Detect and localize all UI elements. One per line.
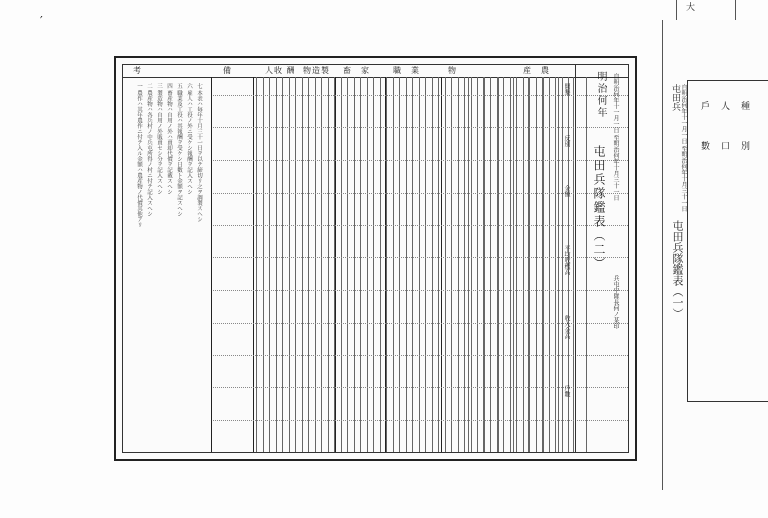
row-rule — [213, 290, 628, 291]
row-rule — [213, 420, 628, 421]
column-rule — [302, 77, 303, 452]
column-rule — [555, 77, 556, 452]
right-page-title: 屯田兵隊鑑表（一） — [671, 220, 684, 319]
column-rule — [289, 77, 290, 452]
header-income: 人收 酬 — [265, 66, 296, 75]
row-rule — [213, 95, 628, 96]
column-rule — [536, 77, 537, 452]
row-rule — [213, 127, 628, 128]
column-rule — [282, 77, 283, 452]
note-5: 五 職業及工役ハ其報酬ヲ受ケシ日數ト金額ヲ記スヘシ — [176, 83, 182, 217]
column-rule — [211, 77, 212, 452]
column-rule — [451, 77, 452, 452]
column-rule — [543, 77, 544, 452]
right-page-table — [687, 80, 768, 402]
note-1: 一 農作ハ其年農作ニ付テ入ル金額ハ農産物ノ代價其他アリ — [136, 83, 142, 228]
note-3: 三 製造物ハ自用ノ外販賣セシ分ヲ記入スヘシ — [156, 83, 162, 195]
row-rule — [213, 355, 628, 356]
column-rule — [399, 77, 400, 452]
column-rule — [367, 77, 368, 452]
note-7: 七 本表ハ毎年十月三十一日ヲ以テ締切リ之ヲ調製スヘシ — [196, 83, 202, 223]
column-rule — [542, 77, 543, 452]
column-rule — [484, 77, 485, 452]
rp-label-6: 別 — [739, 141, 749, 150]
column-rule — [471, 77, 472, 452]
column-rule — [523, 77, 524, 452]
ledger-sheet — [114, 56, 637, 461]
column-rule — [412, 77, 413, 452]
header-remarks: 考 — [133, 66, 142, 75]
row-rule — [213, 225, 628, 226]
column-rule — [315, 77, 316, 452]
rp-label-5: 種 — [739, 101, 749, 110]
right-page-line2: 自明治何年十一月一日 至明治何年十月三十一日 — [680, 84, 687, 212]
ledger-grid — [122, 64, 629, 453]
column-rule — [360, 77, 361, 452]
column-rule — [386, 77, 387, 452]
title-column — [575, 65, 628, 452]
column-rule — [335, 77, 336, 452]
header-occupation: 職 業 — [393, 66, 420, 75]
header-band — [123, 65, 628, 78]
date-range: 自明治何年十一月一日 至明治何年十月三十一日 — [612, 73, 619, 201]
column-rule — [354, 77, 355, 452]
column-rule — [513, 77, 514, 452]
top-tab-label: 大 — [684, 2, 694, 11]
column-rule — [432, 77, 433, 452]
column-rule — [256, 77, 257, 452]
column-rule — [380, 77, 381, 452]
column-rule — [406, 77, 407, 452]
note-2: 二 農産物ハ各兵村ノ中兵屯所得ノ村ニ付テ記入スヘシ — [146, 83, 152, 217]
column-rule — [295, 77, 296, 452]
column-rule — [269, 77, 270, 452]
column-rule — [573, 77, 574, 452]
header-goods: 物 — [448, 66, 457, 75]
column-rule — [497, 77, 498, 452]
row-rule — [213, 160, 628, 161]
row-label-5: 收入金高 — [563, 315, 570, 339]
note-4: 四 畜産物ハ自用ノ外ハ賣却代價ヲ記載スヘシ — [166, 83, 172, 195]
header-agriculture: 産 農 — [523, 66, 550, 75]
header-livestock: 畜 家 — [343, 66, 370, 75]
column-rule — [334, 77, 335, 452]
column-rule — [503, 77, 504, 452]
row-label-1: 開墾 — [563, 83, 570, 95]
date-line: 明治何年 — [595, 71, 606, 119]
column-rule — [498, 77, 499, 452]
column-rule — [425, 77, 426, 452]
column-rule — [529, 77, 530, 452]
column-rule — [341, 77, 342, 452]
right-page-line1: 屯田兵 — [670, 84, 680, 111]
column-rule — [516, 77, 517, 452]
column-rule — [373, 77, 374, 452]
corner-mark: ′ — [40, 14, 43, 28]
column-rule — [419, 77, 420, 452]
column-rule — [477, 77, 478, 452]
column-rule — [263, 77, 264, 452]
rp-label-2: 數 — [699, 141, 709, 150]
unit-line: 兵屯中隊長何ノ某印 — [612, 275, 619, 329]
column-rule — [558, 77, 559, 452]
row-label-2: 反別 — [563, 135, 570, 147]
column-rule — [308, 77, 309, 452]
note-6: 六 雇人ハ工役ノ外ニ受ケシ報酬ヲ記入スヘシ — [186, 83, 192, 195]
row-label-3: 金額 — [563, 185, 570, 197]
rp-label-3: 人 — [719, 101, 729, 110]
column-rule — [438, 77, 439, 452]
column-rule — [253, 77, 254, 452]
rp-label-1: 戶 — [699, 101, 709, 110]
header-notes: 備 — [223, 66, 232, 75]
column-rule — [347, 77, 348, 452]
right-page — [662, 20, 768, 490]
column-rule — [276, 77, 277, 452]
column-rule — [510, 77, 511, 452]
column-rule — [321, 77, 322, 452]
row-label-6: 戶數 — [563, 385, 570, 397]
column-rule — [468, 77, 469, 452]
column-rule — [464, 77, 465, 452]
header-manufacture: 物造製 — [303, 66, 330, 75]
column-rule — [328, 77, 329, 452]
column-rule — [441, 77, 442, 452]
column-rule — [393, 77, 394, 452]
column-rule — [445, 77, 446, 452]
rp-label-4: 口 — [719, 141, 729, 150]
row-label-4: 平均收穫高 — [563, 245, 570, 275]
column-rule — [549, 77, 550, 452]
column-rule — [490, 77, 491, 452]
document-title: 屯田兵隊鑑表（二） — [592, 145, 606, 271]
column-rule — [458, 77, 459, 452]
